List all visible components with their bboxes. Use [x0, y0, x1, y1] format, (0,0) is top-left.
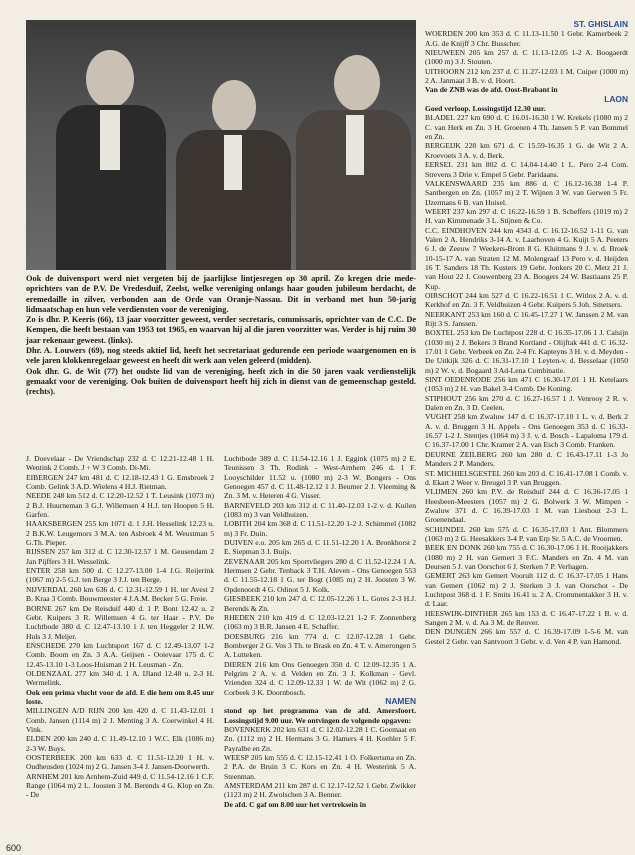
- result-paragraph: WEERT 237 km 297 d. C 16.22-16.59 1 B. Scheffers (1019 m) 2 H. van Kimmenade 3 L. Stijnen & Co.: [425, 206, 628, 226]
- result-paragraph: DIEREN 216 km Ons Genoegen 350 d. C 12.09-12.35 1 A. Pelgrim 2 A. v. d. Velden en Zn. 3 J. Kolkman - Gevl. Vrienden 324 d. C 12.09-12.33 1 W. de Wit (1062 m) 2 G. Corbeek 3 K. Doornbosch.: [224, 659, 416, 697]
- result-paragraph: J. Doevelaar - De Vriendschap 232 d. C 12.21-12.48 1 H. Wentink 2 Comb. J + W 3 Comb. Di-Mi.: [26, 454, 214, 473]
- page-number: 600: [6, 843, 22, 853]
- result-paragraph: MILLINGEN A/D RIJN 200 km 420 d. C 11.43-12.01 1 Comb. Jansen (1114 m) 2 J. Menting 3 A. Coerwinkel 4 H. Vink.: [26, 706, 214, 734]
- section-heading: ST. GHISLAIN: [573, 20, 628, 29]
- bold-intro: Van de ZNB was de afd. Oost-Brabant in: [425, 85, 558, 95]
- result-paragraph: ENSCHEDE 270 km Luchtsport 167 d. C 12.49-13.07 1-2 Comb. Boom en Zn. 3 A.A. Geijsen - Ooievaar 175 d. C 12.45-13.10 1-3 Loos-Huisman 2 H. Leusman - Zn.: [26, 640, 214, 669]
- person-middle: [176, 60, 291, 270]
- bold-intro: Ook een prima vlucht voor de afd. E die hem om 8.45 uur loste.: [26, 687, 214, 706]
- result-paragraph: EERSEL 231 km 802 d. C 14.04-14.40 1 L. Pero 2-4 Com. Strevens 3 Drie v. Empel 5 Gebr. Paridaans.: [425, 160, 628, 179]
- result-paragraph: Luchtbode 389 d. C 11.54-12.16 1 J. Eggink (1075 m) 2 E. Teunissen 3 Th. Rodink - West-Arnhem 246 d. 1 F. Looyschilder 11.52 u. (1080 m) 2-3 W. Bongers - Ons Genoegen 457 d. C 11.48-12.12 1 J. Beumer 2 J. Vleeming & Zn. 3 M. v. Heteren 4 G. Visser.: [224, 454, 416, 501]
- text-column-3: [425, 20, 628, 846]
- result-paragraph: HAAKSBERGEN 255 km 1071 d. 1 J.H. Hesselink 12.23 u. 2 B.K.W. Leugemors 3 M.A. ten Asbroek 4 M. Weustman 5 G.Th. Pieper.: [26, 519, 214, 548]
- caption-paragraph: Zo is dhr. P. Keeris (66), 13 jaar voorzitter geweest, verder secretaris, commissaris, oprichter van de C.C. De Kempen, die heeft bestaan van 1953 tot 1965, en waarvan hij al die jaren voorzitter was. Verder is hij ruim 30 jaar rekenaar geweest. (links).: [26, 315, 416, 345]
- result-paragraph: EIBERGEN 247 km 481 d. C 12.18-12.43 1 G. Emsbroek 2 Comb. Gelink 3 A.D. Wielens 4 H.J. Rietman.: [26, 472, 214, 492]
- text-column-1: [26, 454, 214, 846]
- result-paragraph: WEESP 205 km 555 d. C 12.15-12.41 1 O. Folkertsma en Zn. 2 P.A. de Bruin 3 C. Kors en Zn. 4 H. Westerink 5 A. Steenman.: [224, 753, 416, 781]
- result-paragraph: BOXTEL 253 km De Luchtpost 228 d. C 16.35-17.06 1 J. Calsijn (1030 m) 2 J. Bekers 3 Brand Kortland - Olijftak 441 d. C 16.32-17.01 1 Gebr. Verbeek en Zn. 2-4 Fr. Kapteyns 3 H. v. d. Meyden - De Uitkijk 326 d. C 16.31-17.10 1 Leyten-v. d. Besselaar (1050 m) 2 W. v. d. Bogaard 3 Ad-Lena Combinatie.: [425, 328, 628, 375]
- result-paragraph: OOSTERBEEK 200 km 633 d. C 11.51-12.20 1 H. v. Oudheusden (1024 m) 2 G. Jansen 3-4 J. Jansen-Doorwerth.: [26, 753, 214, 772]
- photo-three-honorees: [26, 20, 416, 270]
- result-paragraph: GIESBEEK 210 km 247 d. C 12.05-12.26 1 L. Gores 2-3 H.J. Berends & Zn.: [224, 594, 416, 613]
- caption-paragraph: Ook de duivensport werd niet vergeten bij de jaarlijkse lintjesregen op 30 april. Zo kregen drie mede-oprichters van de P.V. De Vredesduif, Zeelst, welke vereniging onlangs haar gouden jubileum herdacht, de eremedaille in zilver, verbonden aan de Orde van Oranje-Nassau. Dit in verband met hun 50-jarig lidmaatschap en hun vele verdiensten voor de vereniging.: [26, 274, 416, 314]
- result-paragraph: SINT OEDENRODE 256 km 471 C 16.30-17.01 1 H. Ketelaars (1053 m) 2 H. van Bakel 3-4 Comb. De Koning.: [425, 375, 628, 394]
- result-paragraph: ENTER 258 km 500 d. C 12.27-13.00 1-4 J.G. Reijerink (1067 m) 2-5 G.J. ten Berge 3 J.J. ten Berge.: [26, 566, 214, 585]
- bold-intro: De afd. C gaf om 8.00 uur het vertreksein in: [224, 799, 367, 809]
- caption-paragraph: Dhr. A. Louwers (69), nog steeds aktief lid, heeft het secretariaat gedurende een periode waargenomen en is vele jaren klokkenregelaar geweest en heeft dit werk aan velen geleerd (midden).: [26, 346, 416, 366]
- result-paragraph: ELDEN 200 km 240 d. C 11.49-12.10 1 W.C. Elk (1086 m) 2-3 W. Buys.: [26, 734, 214, 753]
- result-paragraph: NIJVERDAL 260 km 636 d. C 12.31-12.59 1 H. ter Avest 2 B. Kraa 3 Comb. Bouwmeester 4 J.A.M. Becker 5 G. Freie.: [26, 584, 214, 604]
- result-paragraph: WOERDEN 200 km 353 d. C 11.13-11.50 1 Gebr. Kamerbeek 2 A.G. de Knijff 3 Chr. Busscher.: [425, 29, 628, 48]
- result-paragraph: DUIVEN e.o. 205 km 265 d. C 11.51-12.20 1 A. Bronkhorst 2 E. Siepman 3 J. Buijs.: [224, 538, 416, 557]
- result-paragraph: DEURNE ZEILBERG 260 km 280 d. C 16.43-17.11 1-3 Jo Manders 2 P. Manders.: [425, 449, 628, 469]
- result-paragraph: DOESBURG 216 km 774 d. C 12.07-12.28 1 Gebr. Bomberger 2 G. Vos 3 Th. te Brask en Zn. 4 T. v. Amerongen 5 A. Lutteken.: [224, 631, 416, 660]
- result-paragraph: BEEK EN DONK 260 km 755 d. C 16.30-17.06 1 H. Rooijakkers (1080 m) 2 H. van Gemert 3 F.C. Manders en Zn. 4 M. van Deursen 5 J. van Oorschot 6 J. Sterken 7 P. Verhagen.: [425, 543, 628, 571]
- result-paragraph: BLADEL 227 km 690 d. C 16.01-16.30 1 W. Krekels (1080 m) 2 C. van Herk en Zn. 3 H. Groenen 4 Th. Jansen 5 P. van Bommel en Zn.: [425, 113, 628, 142]
- result-paragraph: GEMERT 263 km Gemert Voorult 112 d. C 16.37-17.05 1 Hans van Gemert (1062 m) 2 J. Sterken 3 J. van Oorschot - De Luchtpost 368 d. 1 F. Smits 16.41 u. 2 A. Crommentakker 3 H. v. d. Laar.: [425, 571, 628, 609]
- result-paragraph: SCHIJNDEL 260 km 575 d. C 16.35-17.03 1 Ant. Blommers (1063 m) 2 G. Heesakkers 3-4 P. van Erp Sr. 5 A.C. de Vroomen.: [425, 524, 628, 543]
- person-right: [296, 40, 411, 270]
- section-heading: LAON: [604, 93, 628, 104]
- result-paragraph: STIPHOUT 256 km 270 d. C 16.27-16.57 1 J. Venrooy 2 R. v. Dalen en Zn. 3 D. Ceelen.: [425, 393, 628, 413]
- result-paragraph: NIEUWEEN 205 km 257 d. C 11.13-12.05 1-2 A. Boogaerdt (1000 m) 3 J. Stouten.: [425, 48, 628, 67]
- text-column-2: [224, 454, 416, 846]
- result-paragraph: RIJSSEN 257 km 312 d. C 12.30-12.57 1 M. Geusendam 2 Jan Pijffers 3 H. Wesselink.: [26, 547, 214, 566]
- result-paragraph: BOVENKERK 202 km 631 d. C 12.02-12.28 1 C. Goemaat en Zn. (1112 m) 2 H. Hermans 3 G. Hamers 4 H. Koehler 5 F. Payralbe en Zn.: [224, 724, 416, 753]
- result-paragraph: RHEDEN 210 km 419 d. C 12.03-12.21 1-2 F. Zonnenberg (1063 m) 3 B.R. Jansen 4 E. Schaffer.: [224, 612, 416, 632]
- result-paragraph: ZEVENAAR 205 km Sportvliegers 280 d. C 11.52-12.24 1 A. Hermsen 2 Gebr. Tenback 3 T.H. Aleven - Ons Genoegen 553 d. C 11.55-12.18 1 G. ter Bogt (1085 m) 2 H. Joosten 3 W. Opdenoordt 4 G. Odinot 5 J. Kolk.: [224, 556, 416, 594]
- person-left: [56, 40, 166, 270]
- result-paragraph: BERGEIJK 228 km 671 d. C 15.59-16.35 1 G. de Wit 2 A. Kroevoets 3 A. v. d. Berk.: [425, 141, 628, 160]
- result-paragraph: LOBITH 204 km 368 d. C 11.51-12.20 1-2 J. Schimmel (1082 m) 3 Fr. Duin.: [224, 519, 416, 538]
- result-paragraph: BORNE 267 km De Reisduif 440 d. 1 P. Bont 12.42 u. 2 Gebr. Kuipers 3 R. Willemsen 4 G. ter Haar - P.V. De Luchtbode 380 d. C 12.47-13.10 1 J. ten Heggeler 2 H.W. Huls 3 J. Meijer.: [26, 603, 214, 641]
- result-paragraph: OLDENZAAL 277 km 340 d. 1 A. IJland 12.48 u. 2-3 H. Wermelink.: [26, 668, 214, 688]
- result-paragraph: BARNEVELD 203 km 312 d. C 11.40-12.03 1-2 v. d. Kuilen (1083 m) 3 van Veldhuizen.: [224, 500, 416, 520]
- section-heading: NAMEN: [385, 695, 416, 706]
- result-paragraph: ST. MICHIELSGESTEL 260 km 203 d. C 16.41-17.08 1 Comb. v. d. Ekart 2 Weer v. Breugel 3 P. van Bruggen.: [425, 468, 628, 487]
- photo-caption: [26, 274, 416, 398]
- result-paragraph: VALKENSWAARD 235 km 886 d. C 16.12-16.38 1-4 P. Santbergen en Zn. (1057 m) 2 T. Wijnen 3 W. van Gerwen 5 Fr. IJzermans 6 B. van Huisel.: [425, 178, 628, 207]
- result-paragraph: OIRSCHOT 244 km 527 d. C 16.22-16.51 1 C. Witlox 2 A. v. d. Kerkhof en Zn. 3 F. Veldhuizen 4 Gebr. Kuipers 5 Joh. Smetsers.: [425, 290, 628, 310]
- result-paragraph: ARNHEM 201 km Arnhem-Zuid 449 d. C 11.54-12.16 1 C.F. Range (1064 m) 2 L. Joosten 3 M. Berends 4 G. Klop en Zn. - De: [26, 771, 214, 800]
- caption-paragraph: Ook dhr. G. de Wit (77) het oudste lid van de vereniging, heeft zich in die 50 jaren vaak verdienstelijk gemaakt voor de vereniging. Ook buiten de duivensport heeft hij zich in dienst van de gemeenschap gesteld. (rechts).: [26, 366, 416, 397]
- bold-intro: Goed verloop. Lossingstijd 12.30 uur.: [425, 104, 546, 114]
- result-paragraph: DEN DUNGEN 266 km 557 d. C 16.39-17.09 1-5-6 M. van Gestel 2 Gebr. van Santvoort 3 Gebr. v. d. Ven 4 P. van Hamond.: [425, 627, 628, 646]
- result-paragraph: C.C. EINDHOVEN 244 km 4343 d. C 16.12-16.52 1-11 G. van Valen 2 A. Hendriks 3-14 A. v. Laarhoven 4 G. Kuijt 5 A. Peeters 6 J. de Zeeuw 7 Weekers-Brom 8 G. Kluitmans 9 J. v. d. Broek 10-15-17 A. van Straten 12 M. Molengraaf 13 Pero v. d. Heijden 16 T. Sanders 18 Th. Kusters 19 Gebr. Jonkers 20 C. Metz 21 J. van Hout 22 J. Couwenberg 23 A. Boogers 24 W. Bastiaans 25 P. Kup.: [425, 225, 628, 291]
- result-paragraph: UITHOORN 212 km 237 d. C 11.27-12.03 1 M. Cuiper (1000 m) 2 A. Janmaat 3 B. v. d. Hoort.: [425, 66, 628, 86]
- result-paragraph: VLIJMEN 260 km P.V. de Reisduif 244 d. C 16.36-17.05 1 Heesbeen-Meesters (1057 m) 2 G. Bolwerk 3 W. Mimpen - Zwaluw 371 d. C 16.39-17.03 1 M. van Lieshout 2-3 L. Groenendaal.: [425, 487, 628, 525]
- result-paragraph: AMSTERDAM 211 km 287 d. C 12.17-12.52 1 Gebr. Zwikker (1123 m) 2 H. Zwolschen 3 A. Benner.: [224, 781, 416, 800]
- bold-intro: stond op het programma van de afd. Amersfoort. Lossingstijd 9.00 uur. We ontvingen de volgende opgaven:: [224, 706, 416, 725]
- result-paragraph: NEEDE 248 km 512 d. C 12.20-12.52 1 T. Leusink (1073 m) 2 B.J. Huurneman 3 G.J. Willemsen 4 H.J. ten Hoopen 5 H. Garfen.: [26, 491, 214, 520]
- result-paragraph: HEESWIJK-DINTHER 265 km 153 d. C 16.47-17.22 1 B. v. d. Sangen 2 M. v. d. Aa 3 M. de Reuver.: [425, 608, 628, 627]
- result-paragraph: NEERKANT 253 km 160 d. C 16.45-17.27 1 W. Janssen 2 M. van Rijt 3 S. Janssen.: [425, 309, 628, 328]
- result-paragraph: VUGHT 258 km Zwaluw 147 d. C 16.37-17.10 1 L. v. d. Berk 2 A. v. d. Bruggen 3 H. Appels - Ons Genoegen 353 d. C 16.33-16.57 1-2 J. Stentjes (1064 m) 3 J. v. d. Bosch - Lapaloma 179 d. C 16.37-17.00 1 Chr. Kramer 2 A. van Esch 3 Comb. Franken.: [425, 412, 628, 450]
